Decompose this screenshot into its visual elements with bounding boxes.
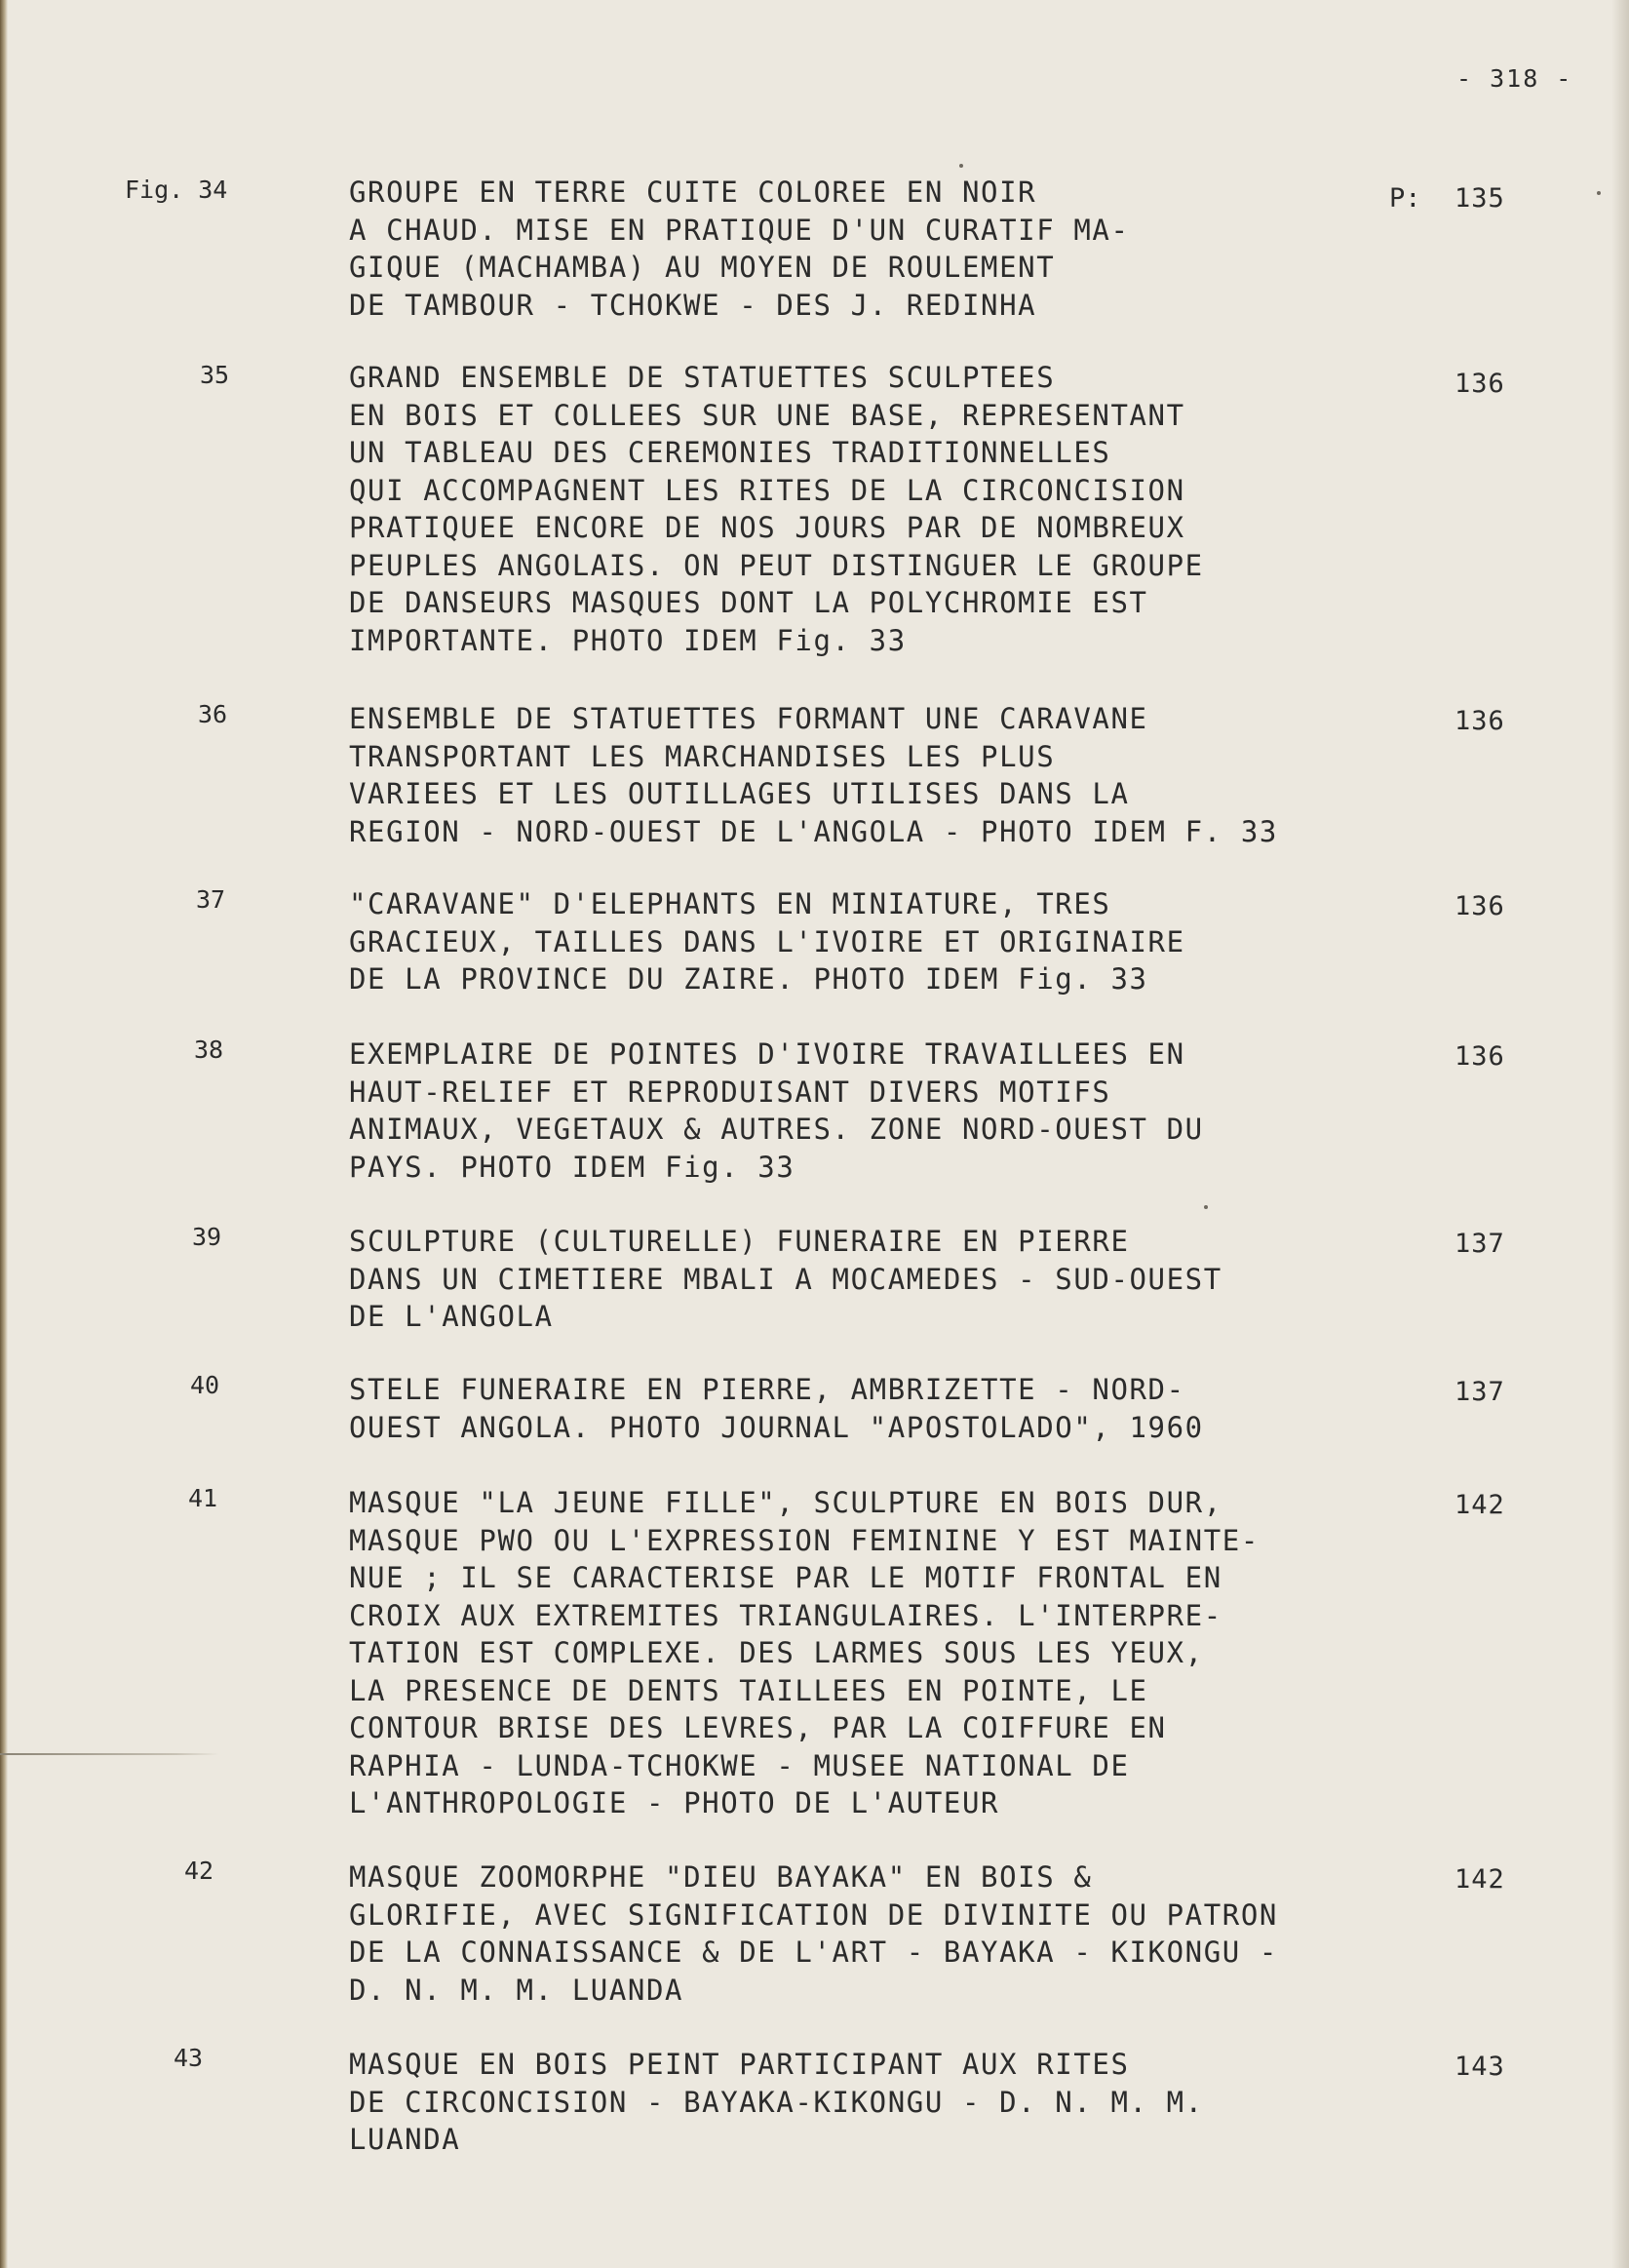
entry-page: 142 (1454, 1490, 1505, 1520)
entry-page: 135 (1454, 183, 1505, 214)
entry-description: EXEMPLAIRE DE POINTES D'IVOIRE TRAVAILLEES EN HAUT-RELIEF ET REPRODUISANT DIVERS MOTIFS ANIMAUX, VEGETAUX & AUTRES. ZONE NORD-OUEST DU PAYS. PHOTO IDEM Fig. 33 (349, 1037, 1204, 1184)
page-binding-edge (0, 0, 8, 2268)
entry-page: 136 (1454, 1041, 1505, 1072)
entry-number: 38 (194, 1036, 224, 1064)
margin-scratch-line (0, 1753, 219, 1755)
paper-speck (1204, 1205, 1208, 1209)
entry-description: ENSEMBLE DE STATUETTES FORMANT UNE CARAVANE TRANSPORTANT LES MARCHANDISES LES PLUS VARIEES ET LES OUTILLAGES UTILISES DANS LA REGION - NORD-OUEST DE L'ANGOLA - PHOTO IDEM F. 33 (349, 702, 1278, 848)
entry-number: 36 (198, 700, 228, 728)
entry-description: "CARAVANE" D'ELEPHANTS EN MINIATURE, TRES GRACIEUX, TAILLES DANS L'IVOIRE ET ORIGINAIRE DE LA PROVINCE DU ZAIRE. PHOTO IDEM Fig. 33 (349, 887, 1185, 996)
entry-page-prefix: P: (1389, 183, 1421, 214)
entry-number: 41 (188, 1484, 218, 1512)
entry-number: 40 (190, 1371, 220, 1399)
fig-label: Fig. 34 (125, 176, 228, 204)
entry-page: 137 (1454, 1229, 1505, 1259)
entry-number: 39 (192, 1223, 222, 1251)
entry-page: 136 (1454, 706, 1505, 736)
entry-description: MASQUE EN BOIS PEINT PARTICIPANT AUX RITES DE CIRCONCISION - BAYAKA-KIKONGU - D. N. M. M. LUANDA (349, 2048, 1204, 2156)
entry-page: 143 (1454, 2052, 1505, 2082)
paper-speck (1597, 191, 1601, 195)
page-right-edge (1611, 0, 1629, 2268)
paper-speck (959, 164, 963, 168)
entry-number: 35 (200, 361, 230, 389)
entry-number: 42 (184, 1857, 214, 1885)
entry-number: 43 (174, 2044, 204, 2072)
entry-description: GROUPE EN TERRE CUITE COLOREE EN NOIR A CHAUD. MISE EN PRATIQUE D'UN CURATIF MA- GIQUE (MACHAMBA) AU MOYEN DE ROULEMENT DE TAMBOUR - TCHOKWE - DES J. REDINHA (349, 176, 1130, 322)
entry-description: GRAND ENSEMBLE DE STATUETTES SCULPTEES EN BOIS ET COLLEES SUR UNE BASE, REPRESENTANT UN TABLEAU DES CEREMONIES TRADITIONNELLES QUI ACCOMPAGNENT LES RITES DE LA CIRCONCISION PRATIQUEE ENCORE DE NOS JOURS PAR DE NOMBREUX PEUPLES ANGOLAIS. ON PEUT DISTINGUER LE GROUPE DE DANSEURS MASQUES DONT LA POLYCHROMIE EST IMPORTANTE. PHOTO IDEM Fig. 33 (349, 361, 1204, 657)
entry-description: MASQUE ZOOMORPHE "DIEU BAYAKA" EN BOIS & GLORIFIE, AVEC SIGNIFICATION DE DIVINITE OU PATRON DE LA CONNAISSANCE & DE L'ART - BAYAKA - KIKONGU - D. N. M. M. LUANDA (349, 1860, 1278, 2007)
entry-page: 142 (1454, 1864, 1505, 1895)
entry-description: MASQUE "LA JEUNE FILLE", SCULPTURE EN BOIS DUR, MASQUE PWO OU L'EXPRESSION FEMININE Y EST MAINTE- NUE ; IL SE CARACTERISE PAR LE MOTIF FRONTAL EN CROIX AUX EXTREMITES TRIANGULAIRES. L'INTERPRE- TATION EST COMPLEXE. DES LARMES SOUS LES YEUX, LA PRESENCE DE DENTS TAILLEES EN POINTE, LE CONTOUR BRISE DES LEVRES, PAR LA COIFFURE EN RAPHIA - LUNDA-TCHOKWE - MUSEE NATIONAL DE L'ANTHROPOLOGIE - PHOTO DE L'AUTEUR (349, 1486, 1260, 1819)
entry-description: SCULPTURE (CULTURELLE) FUNERAIRE EN PIERRE DANS UN CIMETIERE MBALI A MOCAMEDES - SUD-OUEST DE L'ANGOLA (349, 1225, 1222, 1333)
entry-description: STELE FUNERAIRE EN PIERRE, AMBRIZETTE - NORD- OUEST ANGOLA. PHOTO JOURNAL "APOSTOLADO", 1960 (349, 1373, 1204, 1444)
entry-page: 137 (1454, 1377, 1505, 1407)
page-number: - 318 - (1456, 64, 1573, 93)
entry-number: 37 (196, 885, 226, 914)
entry-page: 136 (1454, 369, 1505, 399)
entry-page: 136 (1454, 891, 1505, 921)
